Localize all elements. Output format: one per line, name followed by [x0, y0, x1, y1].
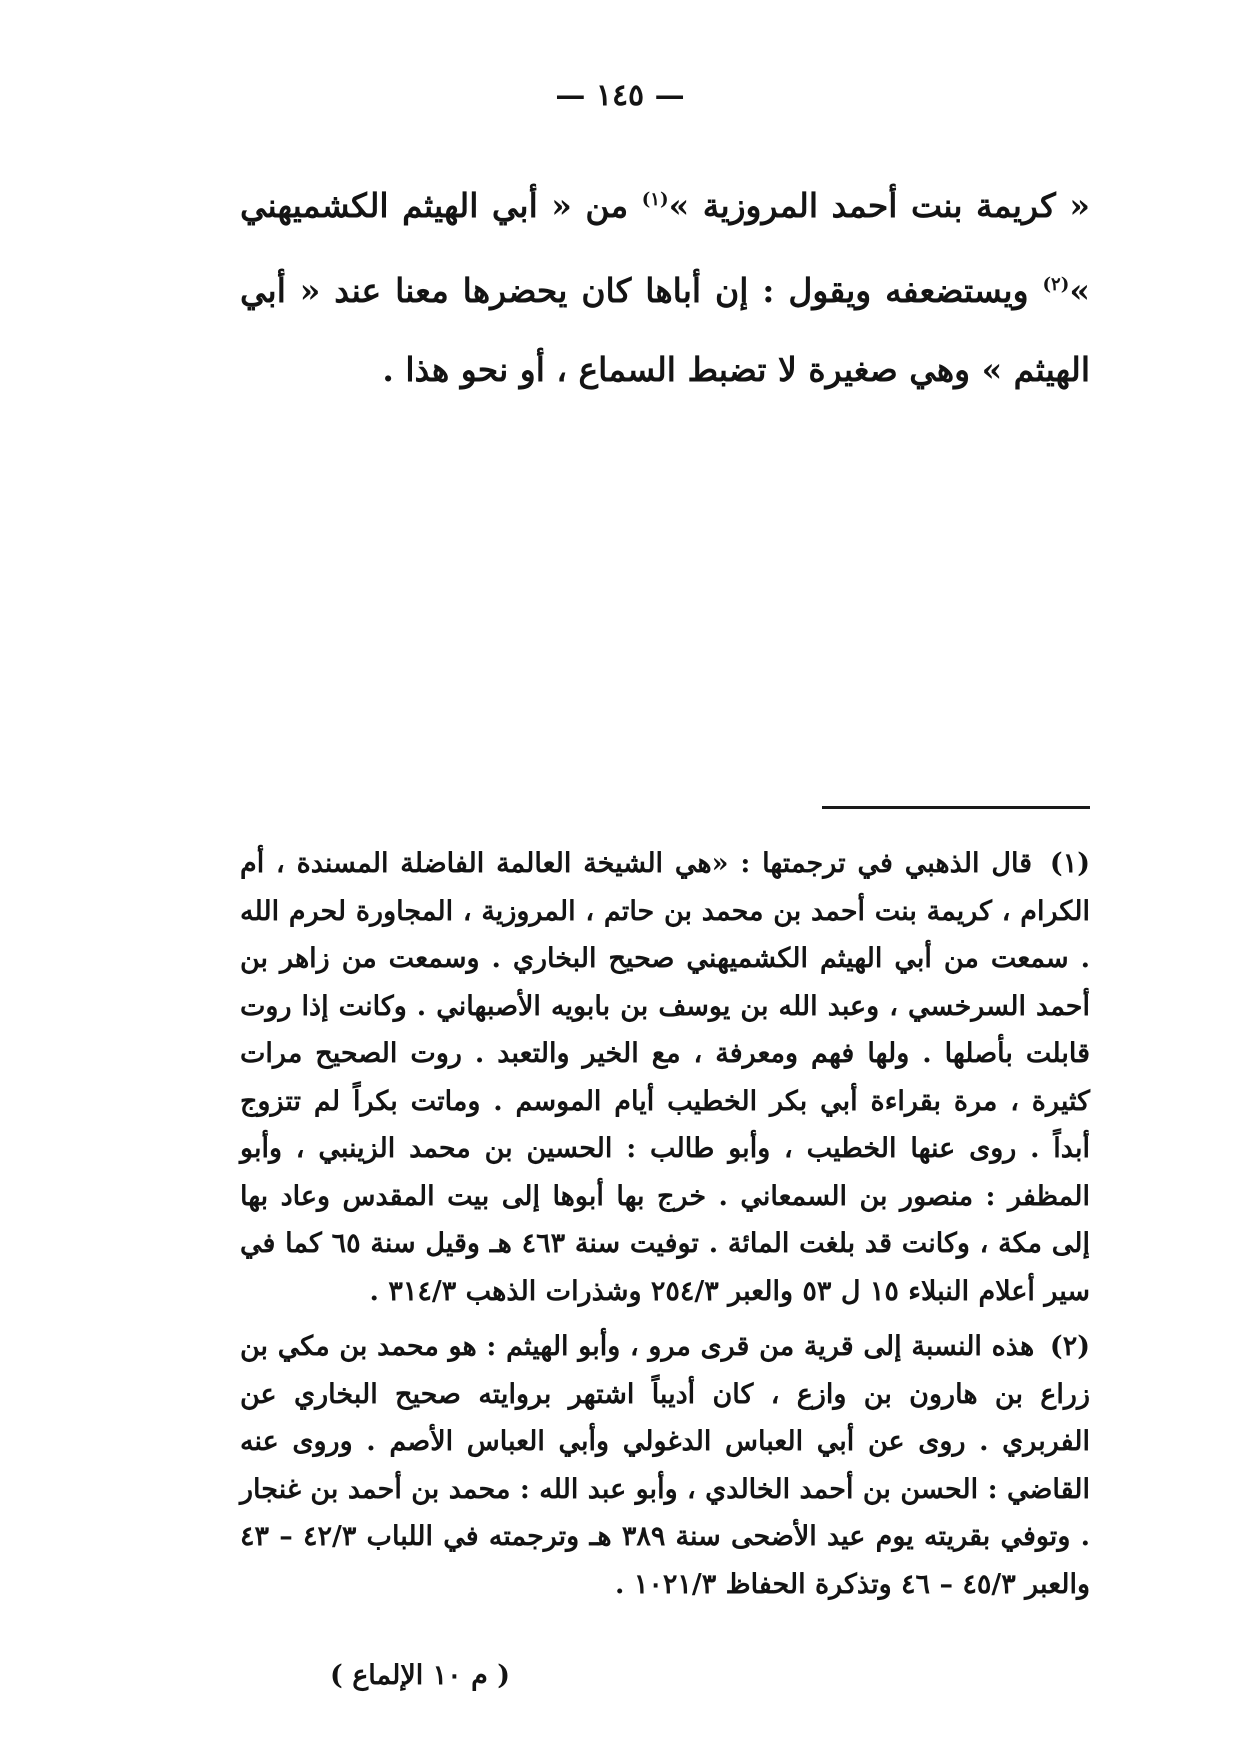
footnote — [240, 840, 1090, 1315]
footnote-marker: (١) — [1049, 848, 1090, 879]
main-text-segment: « كريمة بنت أحمد المروزية » — [668, 186, 1091, 225]
main-text-segment: ويستضعفه ويقول : إن أباها كان يحضرها معنا عند « أبي الهيثم » وهي صغيرة لا تضبط السماع ، أو نحو هذا . — [240, 271, 1090, 389]
footnote-text: هذه النسبة إلى قرية من قرى مرو ، وأبو الهيثم : هو محمد بن مكي بن زراع بن هارون بن وازع ، كان أديباً اشتهر بروايته صحيح البخاري عن الفربري . روى عن أبي العباس الدغولي وأبي العباس الأصم . وروى عنه القاضي : الحسن بن أحمد الخالدي ، وأبو عبد الله : محمد بن أحمد بن غنجار . وتوفي بقريته يوم عيد الأضحى سنة ٣٨٩ هـ وترجمته في اللباب ٤٢/٣ – ٤٣ والعبر ٤٥/٣ – ٤٦ وتذكرة الحفاظ ١٠٢١/٣ . — [240, 1331, 1090, 1600]
main-text-segment: من « أبي الهيثم الكشميهني » — [240, 186, 1090, 310]
footnote-ref-1: (١) — [641, 189, 669, 210]
signature-mark: ( م ١٠ الإلماع ) — [330, 1660, 510, 1691]
footnote-ref-2: (٢) — [1042, 274, 1070, 295]
footnote — [240, 1323, 1090, 1608]
page-number: — ١٤٥ — — [555, 78, 685, 113]
footnote-marker: (٢) — [1049, 1331, 1090, 1362]
footnote-text: قال الذهبي في ترجمتها : «هي الشيخة العالمة الفاضلة المسندة ، أم الكرام ، كريمة بنت أحمد بن محمد بن حاتم ، المروزية ، المجاورة لحرم الله . سمعت من أبي الهيثم الكشميهني صحيح البخاري . وسمعت من زاهر بن أحمد السرخسي ، وعبد الله بن يوسف بن بابويه الأصبهاني . وكانت إذا روت قابلت بأصلها . ولها فهم ومعرفة ، مع الخير والتعبد . روت الصحيح مرات كثيرة ، مرة بقراءة أبي بكر الخطيب أيام الموسم . وماتت بكراً لم تتزوج أبداً . روى عنها الخطيب ، وأبو طالب : الحسين بن محمد الزينبي ، وأبو المظفر : منصور بن السمعاني . خرج بها أبوها إلى بيت المقدس وعاد بها إلى مكة ، وكانت قد بلغت المائة . توفيت سنة ٤٦٣ هـ وقيل سنة ٦٥ كما في سير أعلام النبلاء ١٥ ل ٥٣ والعبر ٢٥٤/٣ وشذرات الذهب ٣١٤/٣ . — [240, 848, 1090, 1307]
main-paragraph — [240, 160, 1090, 409]
footnotes — [240, 840, 1090, 1616]
main-text — [240, 160, 1090, 409]
footnote-divider — [822, 806, 1090, 809]
